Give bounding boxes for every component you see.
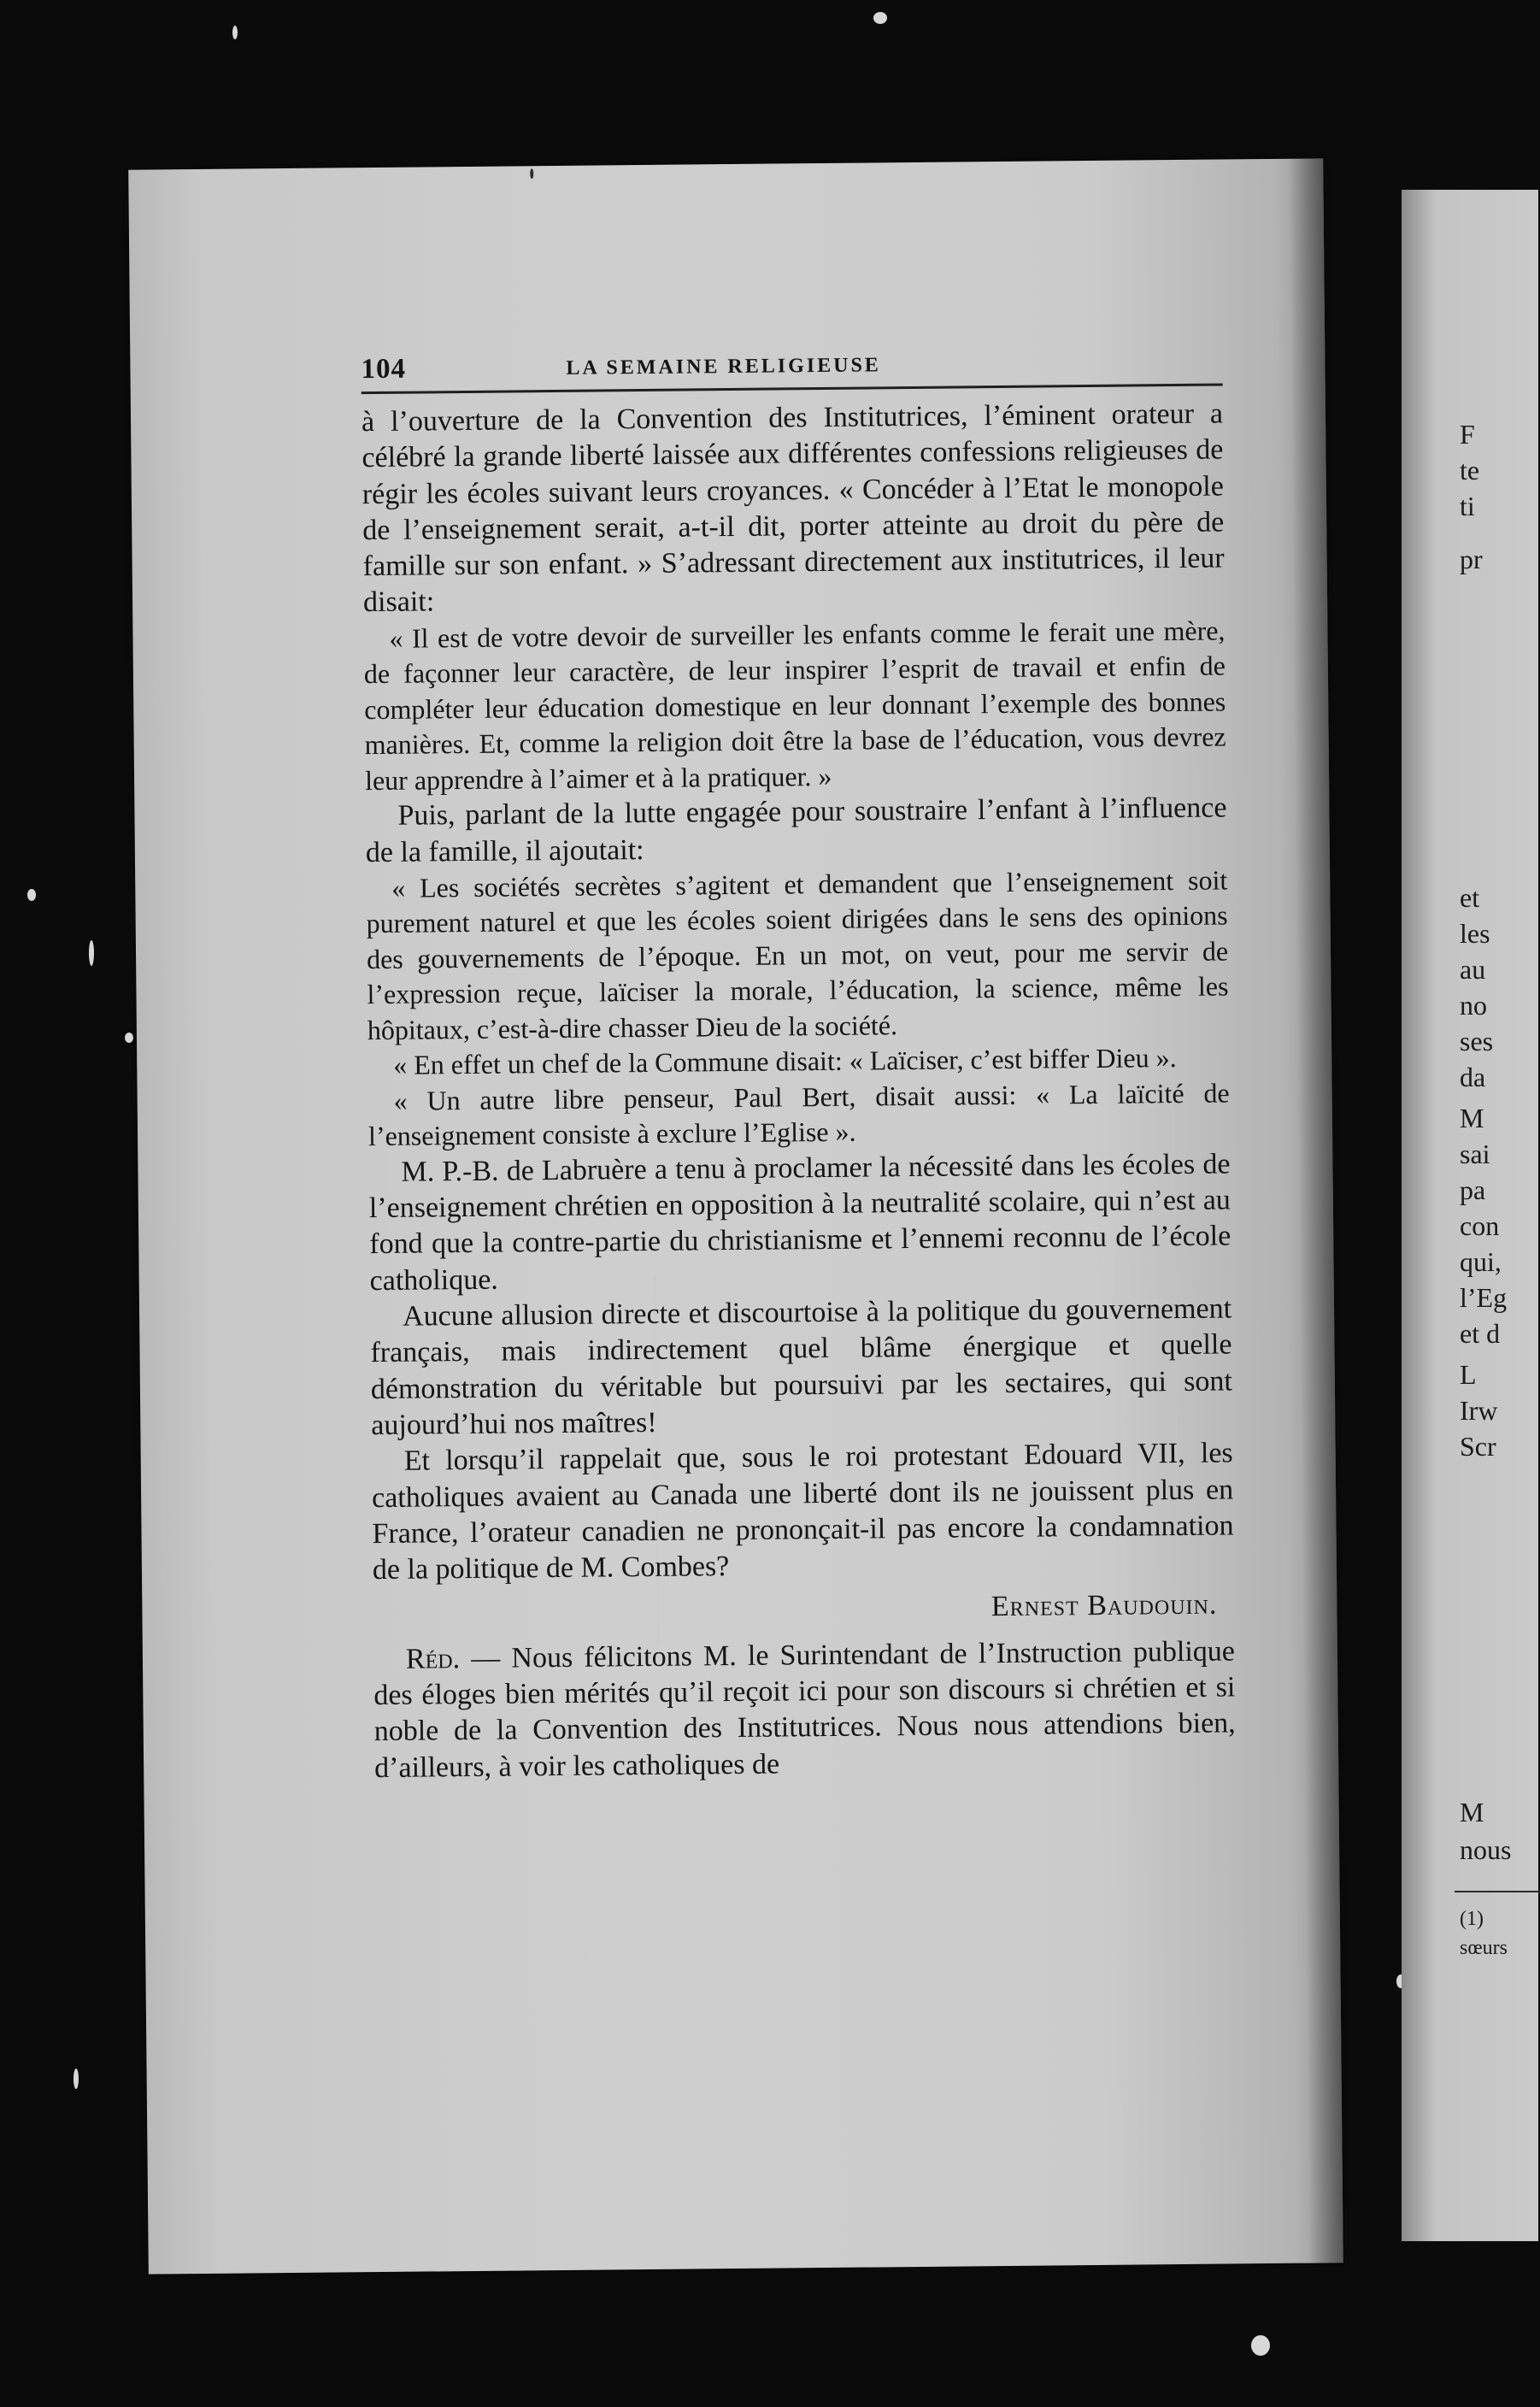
- fragment-line: no: [1460, 990, 1487, 1021]
- paragraph: à l’ouverture de la Convention des Institutrices, l’éminent orateur a célébré la grande liberté laissée aux différentes confessions religieuses de régir les écoles suivant leurs croyances. « Concéder à l’Etat le monopole de l’enseignement serait, a-t-il dit, porter atteinte au droit du père de famille sur son enfant. » S’adressant directement aux institutrices, il leur disait:: [361, 397, 1225, 619]
- page-gutter-shadow: [1289, 158, 1343, 2263]
- fragment-line: nous: [1460, 1834, 1512, 1865]
- fragment-line: et: [1460, 882, 1480, 913]
- page-number: 104: [361, 353, 407, 385]
- paragraph: Puis, parlant de la lutte engagée pour soustraire l’enfant à l’influence de la famille, il ajoutait:: [365, 792, 1227, 868]
- fragment-line: l’Eg: [1460, 1282, 1508, 1313]
- quotation: « Un autre libre penseur, Paul Bert, disait aussi: « La laïcité de l’enseignement consiste à exclure l’Eglise ».: [367, 1077, 1230, 1152]
- quotation: « Les sociétés secrètes s’agitent et demandent que l’enseignement soit purement naturel et que les écoles soient dirigées dans le sens des opinions des gouvernements de l’époque. En un mot, on veut, pour me servir de l’expression reçue, laïciser la morale, l’éducation, la science, même les hôpitaux, c’est-à-dire chasser Dieu de la société.: [366, 864, 1229, 1046]
- fragment-line: pr: [1460, 544, 1483, 574]
- article-body: [361, 396, 1236, 1786]
- page-content: [361, 345, 1236, 1786]
- fragment-line: sai: [1460, 1139, 1490, 1169]
- fragment-line: Scr: [1460, 1431, 1496, 1462]
- quotation: « Il est de votre devoir de surveiller les enfants comme le ferait une mère, de façonner leur caractère, de leur inspirer l’esprit de travail et enfin de compléter leur éducation domestique en leur donnant l’exemple des bonnes manières. Et, comme la religion doit être la base de l’éducation, vous devrez leur apprendre à l’aimer et à la pratiquer. »: [363, 615, 1226, 796]
- fragment-line: qui,: [1460, 1246, 1502, 1277]
- scan-speck: [89, 940, 94, 966]
- scan-speck: [27, 889, 36, 901]
- book-page: [128, 158, 1343, 2274]
- scan-speck: [873, 12, 887, 24]
- running-title: LA SEMAINE RELIGIEUSE: [566, 354, 882, 380]
- fragment-line: les: [1460, 918, 1490, 949]
- fragment-line: et d: [1460, 1318, 1501, 1349]
- editor-label: Réd.: [405, 1642, 461, 1675]
- scan-speck: [73, 2069, 79, 2089]
- paragraph: Aucune allusion directe et discourtoise à la politique du gouvernement français, mais indirectement quel blâme énergique et quelle démonstration du véritable but poursuivi par les sectaires, qui sont aujourd’hui nos maîtres!: [370, 1292, 1233, 1442]
- fragment-line: ses: [1460, 1026, 1494, 1056]
- author-signature: Ernest Baudouin.: [990, 1589, 1218, 1623]
- running-head: [361, 345, 1222, 394]
- footnote-line: sœurs: [1460, 1937, 1508, 1959]
- fragment-line: con: [1460, 1210, 1500, 1241]
- paragraph: M. P.-B. de Labruère a tenu à proclamer la nécessité dans les écoles de l’enseignement chrétien en opposition à la neutralité scolaire, qui n’est au fond que la contre-partie du christianisme et l’ennemi reconnu de l’école catholique.: [368, 1148, 1231, 1297]
- quotation: « En effet un chef de la Commune disait: « Laïciser, c’est biffer Dieu ».: [393, 1042, 1177, 1081]
- fragment-line: M: [1460, 1797, 1484, 1827]
- footnote-line: (1): [1460, 1908, 1484, 1930]
- fragment-line: ti: [1460, 491, 1475, 521]
- footnote-rule: [1455, 1891, 1540, 1892]
- fragment-line: F: [1460, 419, 1475, 450]
- fragment-line: Irw: [1460, 1395, 1498, 1426]
- scan-speck: [232, 26, 238, 39]
- fragment-line: au: [1460, 954, 1486, 985]
- fragment-line: L: [1460, 1359, 1477, 1390]
- adjacent-page-fragment: [1402, 190, 1538, 2241]
- fragment-line: pa: [1460, 1174, 1486, 1205]
- paragraph: Et lorsqu’il rappelait que, sous le roi protestant Edouard VII, les catholiques avaient au Canada une liberté dont ils ne jouissent plus en France, l’orateur canadien ne prononçait-il pas encore la condamnation de la politique de M. Combes?: [371, 1437, 1234, 1586]
- fragment-line: M: [1460, 1103, 1484, 1133]
- scan-speck: [1251, 2335, 1270, 2356]
- scan-speck: [125, 1033, 133, 1043]
- fragment-line: te: [1460, 455, 1480, 486]
- editor-note-text: — Nous félicitons M. le Surintendant de l’Instruction publique des éloges bien mérités qu’il reçoit ici pour son discours si chrétien et si noble de la Convention des Institutrices. Nous nous attendions bien, d’ailleurs, à voir les catholiques de: [373, 1635, 1236, 1784]
- ink-speck: [530, 168, 533, 179]
- fragment-line: da: [1460, 1062, 1486, 1092]
- editor-note: [373, 1633, 1237, 1786]
